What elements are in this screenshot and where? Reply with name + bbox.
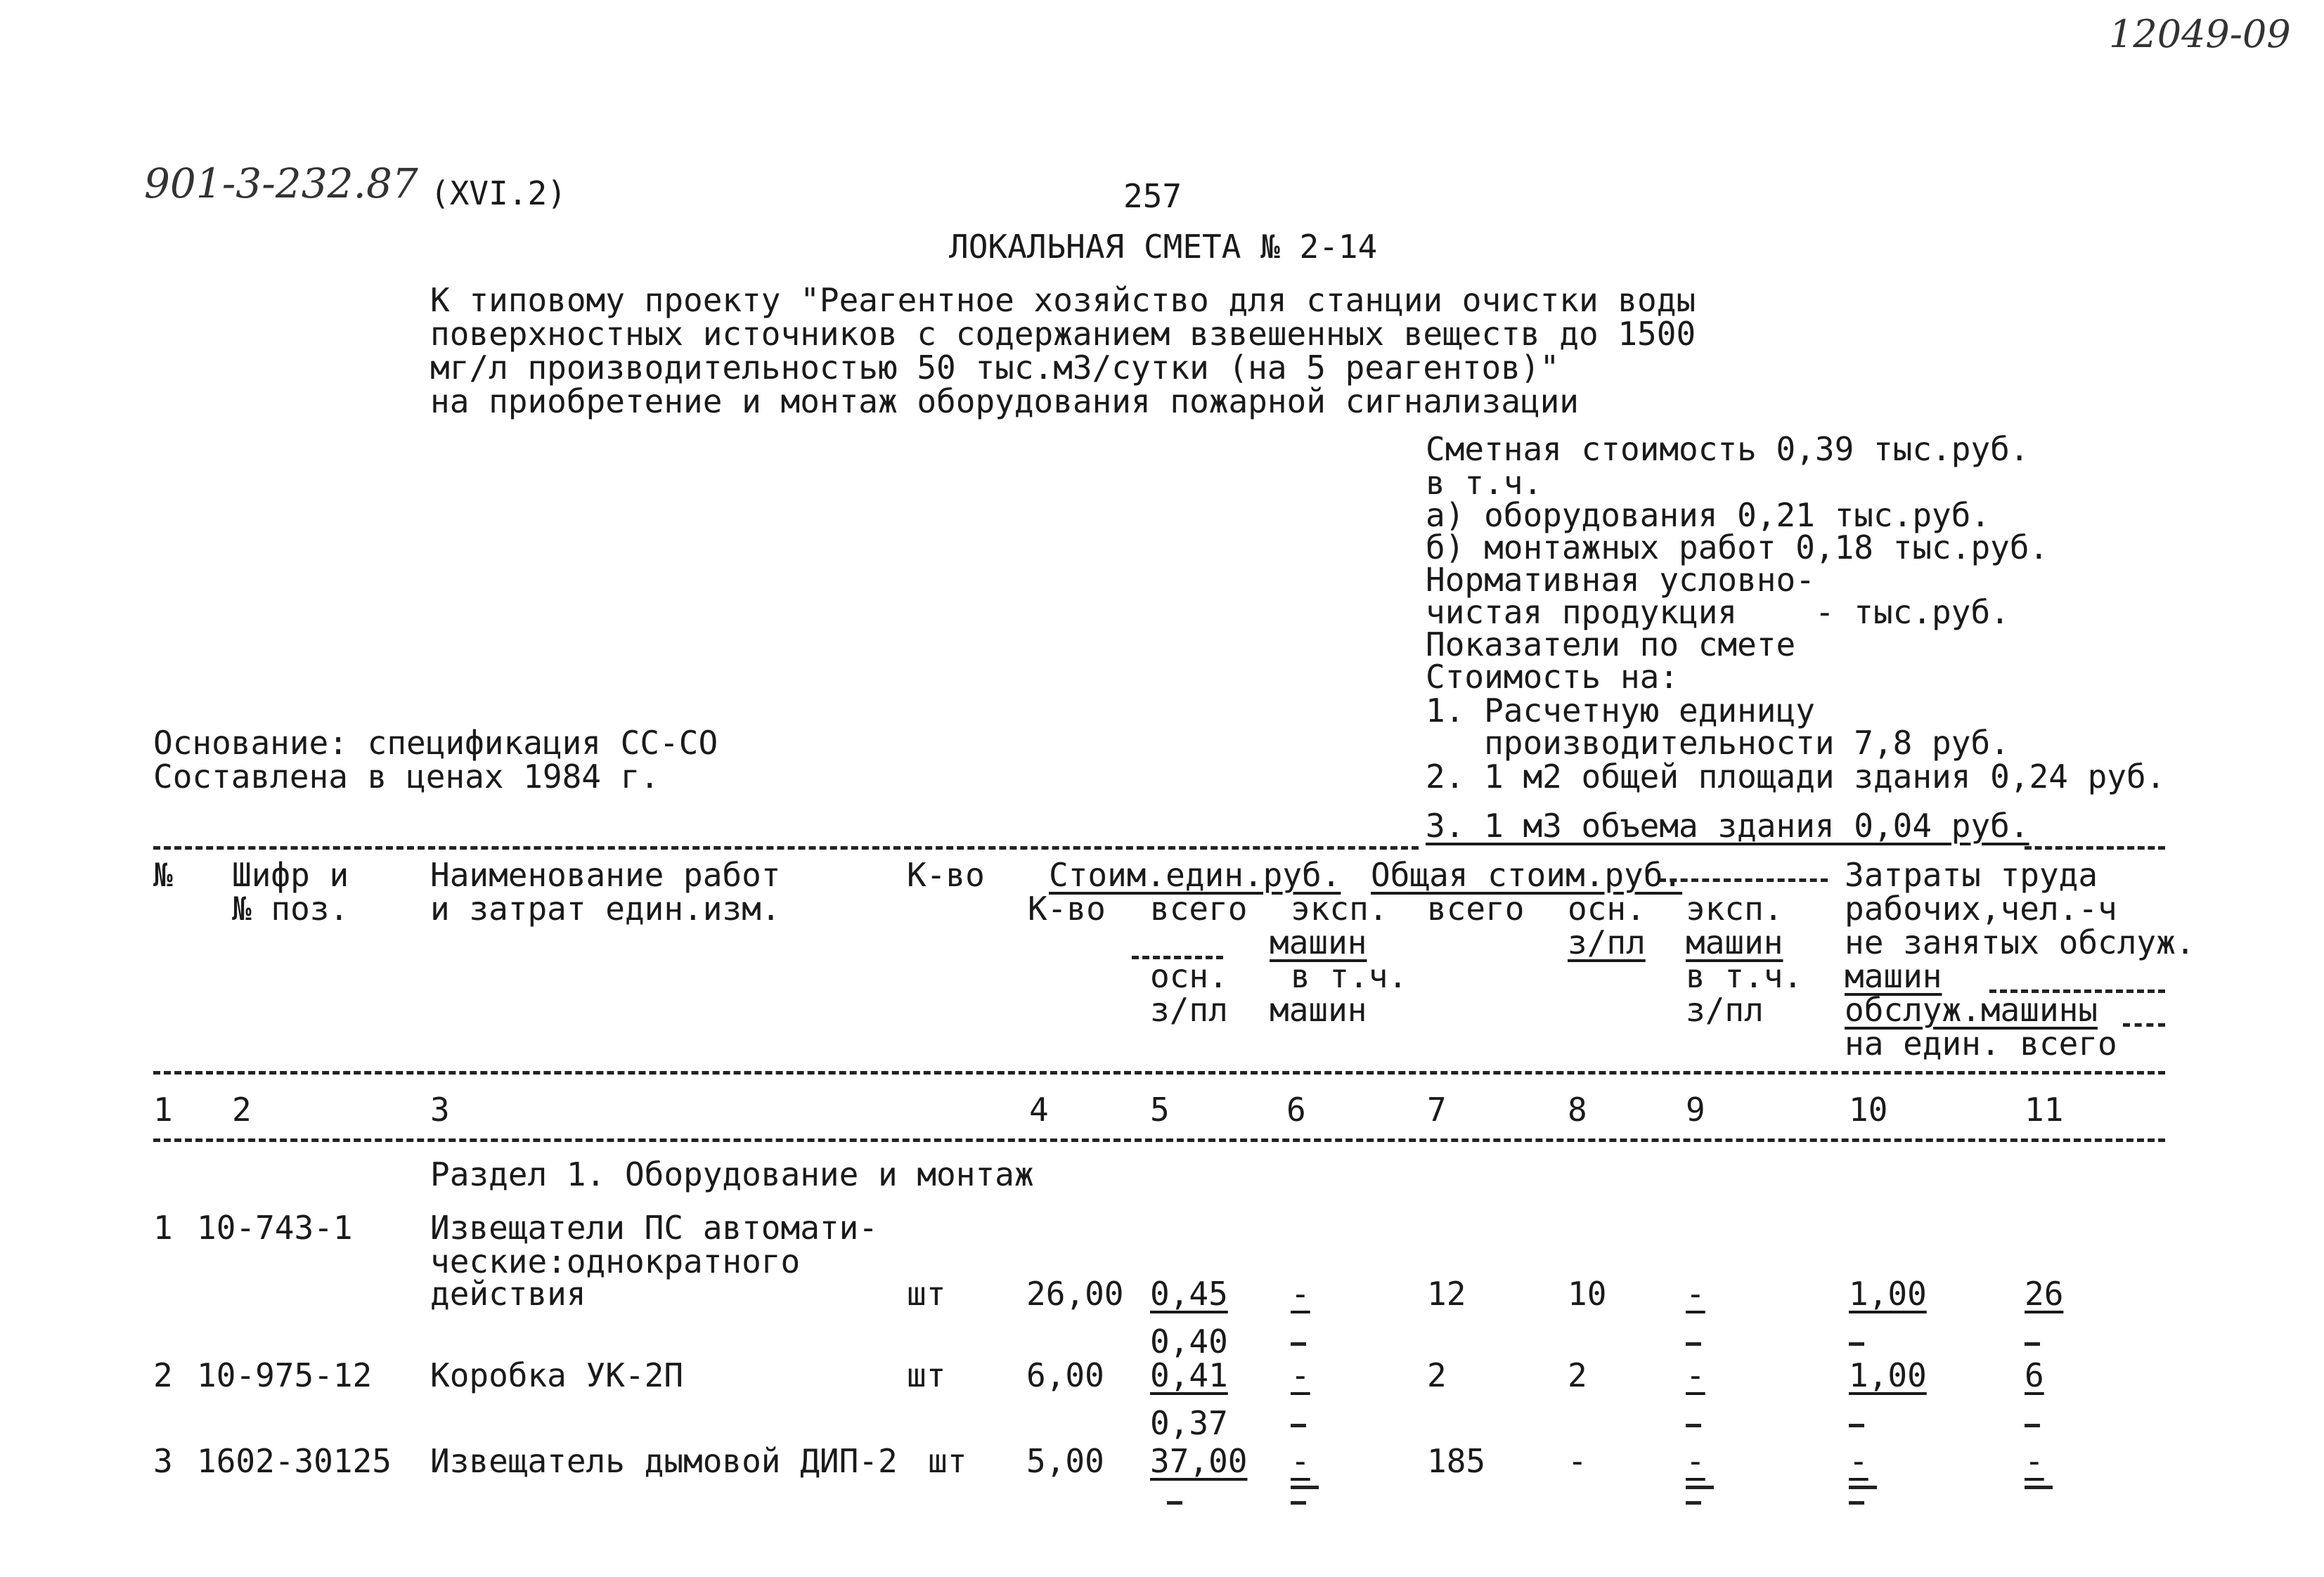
subtitle-line: на приобретение и монтаж оборудования пожарной сигнализации	[430, 382, 1579, 420]
subtitle-line: поверхностных источников с содержанием взвешенных веществ до 1500	[430, 315, 1696, 353]
header-labor: Затраты труда	[1845, 856, 2098, 894]
summary-line: 1. Расчетную единицу	[1426, 692, 1815, 729]
row-labor-unit: -	[1849, 1442, 1868, 1480]
column-number: 1	[153, 1091, 173, 1129]
dash-mark	[1849, 1501, 1864, 1505]
header-unit-exp: машин	[1270, 923, 1367, 961]
header-labor: на един. всего	[1845, 1025, 2117, 1063]
header-quantity: К-во	[907, 856, 985, 894]
row-total-osn: -	[1568, 1442, 1587, 1480]
header-unit-osn: осн.	[1150, 957, 1228, 995]
row-labor-total: 6	[2025, 1356, 2044, 1394]
row-labor-total: -	[2025, 1442, 2044, 1480]
column-number: 7	[1427, 1091, 1447, 1129]
header-total-exp: эксп.	[1686, 890, 1783, 928]
summary-line: Показатели по смете	[1426, 625, 1796, 663]
header-labor: машин	[1845, 957, 1942, 995]
dash-mark	[1291, 1424, 1306, 1427]
column-number: 11	[2025, 1091, 2064, 1129]
basis-text: Основание: спецификация СС-СО	[153, 724, 718, 762]
summary-line: в т.ч.	[1426, 464, 1543, 502]
row-unit-exp: -	[1291, 1442, 1310, 1480]
row-name: Извещатели ПС автомати-	[430, 1209, 878, 1247]
header-unit-vtch: машин	[1270, 991, 1367, 1029]
header-rule	[1132, 956, 1223, 959]
row-labor-total: 26	[2025, 1275, 2064, 1313]
section-title: Раздел 1. Оборудование и монтаж	[430, 1155, 1034, 1193]
row-total-osn: 2	[1568, 1356, 1587, 1394]
row-total: 185	[1427, 1442, 1486, 1480]
header-total-exp: машин	[1686, 923, 1783, 961]
subtitle-line: мг/л производительностью 50 тыс.м3/сутки (на 5 реагентов)"	[430, 349, 1560, 387]
row-total-exp: -	[1686, 1442, 1705, 1480]
summary-line: б) монтажных работ 0,18 тыс.руб.	[1426, 528, 2049, 566]
dash-mark	[1686, 1342, 1701, 1346]
row-code: 10-975-12	[197, 1356, 373, 1394]
dash-mark	[1167, 1501, 1182, 1505]
column-number: 10	[1849, 1091, 1888, 1129]
column-number: 3	[430, 1091, 450, 1129]
dash-mark	[1849, 1486, 1877, 1489]
row-labor-unit: 1,00	[1849, 1356, 1927, 1394]
summary-line: Сметная стоимость 0,39 тыс.руб.	[1426, 430, 2029, 468]
header-unit-osn: з/пл	[1150, 991, 1228, 1029]
dash-mark	[1686, 1424, 1701, 1427]
dash-mark	[1291, 1486, 1319, 1489]
subtitle-line: К типовому проекту "Реагентное хозяйство для станции очистки воды	[430, 281, 1696, 319]
row-name: ческие:однократного	[430, 1242, 801, 1280]
dash-mark	[2025, 1424, 2040, 1427]
row-code: 1602-30125	[197, 1442, 392, 1480]
header-unit-qty: К-во	[1028, 890, 1106, 928]
column-number: 4	[1029, 1091, 1049, 1129]
header-name: Наименование работ	[430, 856, 781, 894]
column-number: 8	[1568, 1091, 1587, 1129]
header-code: Шифр и	[232, 856, 349, 894]
column-number: 6	[1286, 1091, 1306, 1129]
row-unit-osn: 0,40	[1150, 1323, 1228, 1361]
header-unit-cost: Стоим.един.руб.	[1049, 856, 1341, 894]
row-unit-exp: -	[1291, 1275, 1310, 1313]
table-rule	[153, 1138, 2165, 1142]
row-name: Извещатель дымовой ДИП-2	[430, 1442, 898, 1480]
row-unit-cost: 37,00	[1150, 1442, 1248, 1480]
header-total-cost: Общая стоим.руб.	[1371, 856, 1683, 894]
row-unit-osn: 0,37	[1150, 1404, 1228, 1442]
header-number: №	[153, 856, 173, 894]
summary-line: чистая продукция - тыс.руб.	[1426, 593, 2010, 631]
header-labor: обслуж.машины	[1845, 991, 2098, 1029]
dash-mark	[1849, 1424, 1864, 1427]
header-labor: не занятых обслуж.	[1845, 923, 2195, 961]
row-total-osn: 10	[1568, 1275, 1607, 1313]
row-total-exp: -	[1686, 1275, 1705, 1313]
row-name: действия	[430, 1275, 586, 1313]
document-title: ЛОКАЛЬНАЯ СМЕТА № 2-14	[949, 228, 1378, 266]
dash-mark	[2025, 1486, 2053, 1489]
column-number: 9	[1686, 1091, 1705, 1129]
table-rule	[2025, 846, 2165, 850]
header-rule	[2123, 1023, 2165, 1027]
row-labor-unit: 1,00	[1849, 1275, 1927, 1313]
row-total: 2	[1427, 1356, 1447, 1394]
row-number: 2	[153, 1356, 173, 1394]
header-total-osn: з/пл	[1568, 923, 1646, 961]
header-total-vtch: з/пл	[1686, 991, 1764, 1029]
dash-mark	[2025, 1342, 2040, 1346]
row-unit: шт	[907, 1356, 946, 1394]
dash-mark	[1686, 1501, 1701, 1505]
dash-mark	[1849, 1342, 1864, 1346]
dash-mark	[1686, 1486, 1714, 1489]
header-unit-vtch: в т.ч.	[1291, 957, 1408, 995]
summary-line: 3. 1 м3 объема здания 0,04 руб.	[1426, 807, 2029, 845]
row-number: 1	[153, 1209, 173, 1247]
summary-line: Стоимость на:	[1426, 658, 1679, 696]
project-code: 901-3-232.87	[144, 160, 418, 207]
row-unit-cost: 0,45	[1150, 1275, 1228, 1313]
header-rule	[1659, 878, 1828, 882]
header-total-osn: осн.	[1568, 890, 1646, 928]
row-quantity: 6,00	[1026, 1356, 1104, 1394]
prices-text: Составлена в ценах 1984 г.	[153, 758, 660, 796]
row-unit: шт	[928, 1442, 967, 1480]
column-number: 5	[1150, 1091, 1170, 1129]
row-quantity: 5,00	[1026, 1442, 1104, 1480]
archive-mark: 12049-09	[2109, 12, 2291, 56]
header-rule	[1989, 989, 2165, 993]
row-unit: шт	[907, 1275, 946, 1313]
table-rule	[153, 1071, 2165, 1075]
row-total: 12	[1427, 1275, 1466, 1313]
dash-mark	[1291, 1342, 1306, 1346]
header-name: и затрат един.изм.	[430, 890, 781, 928]
row-quantity: 26,00	[1026, 1275, 1124, 1313]
row-total-exp: -	[1686, 1356, 1705, 1394]
row-number: 3	[153, 1442, 173, 1480]
row-name: Коробка УК-2П	[430, 1356, 684, 1394]
summary-line: 2. 1 м2 общей площади здания 0,24 руб.	[1426, 758, 2166, 796]
table-rule	[153, 846, 1419, 850]
header-labor: рабочих,чел.-ч	[1845, 890, 2117, 928]
album-number: (XVI.2)	[430, 174, 567, 212]
summary-line: а) оборудования 0,21 тыс.руб.	[1426, 496, 1991, 534]
row-unit-cost: 0,41	[1150, 1356, 1228, 1394]
header-total-vtch: в т.ч.	[1686, 957, 1803, 995]
summary-line: Нормативная условно-	[1426, 561, 1815, 599]
dash-mark	[1291, 1501, 1306, 1505]
row-unit-exp: -	[1291, 1356, 1310, 1394]
summary-line: производительности 7,8 руб.	[1426, 724, 2010, 762]
page-number: 257	[1123, 177, 1182, 215]
header-unit-exp: эксп.	[1291, 890, 1388, 928]
header-unit-total: всего	[1150, 890, 1248, 928]
header-code: № поз.	[232, 890, 349, 928]
row-code: 10-743-1	[197, 1209, 353, 1247]
header-total: всего	[1427, 890, 1525, 928]
column-number: 2	[232, 1091, 252, 1129]
